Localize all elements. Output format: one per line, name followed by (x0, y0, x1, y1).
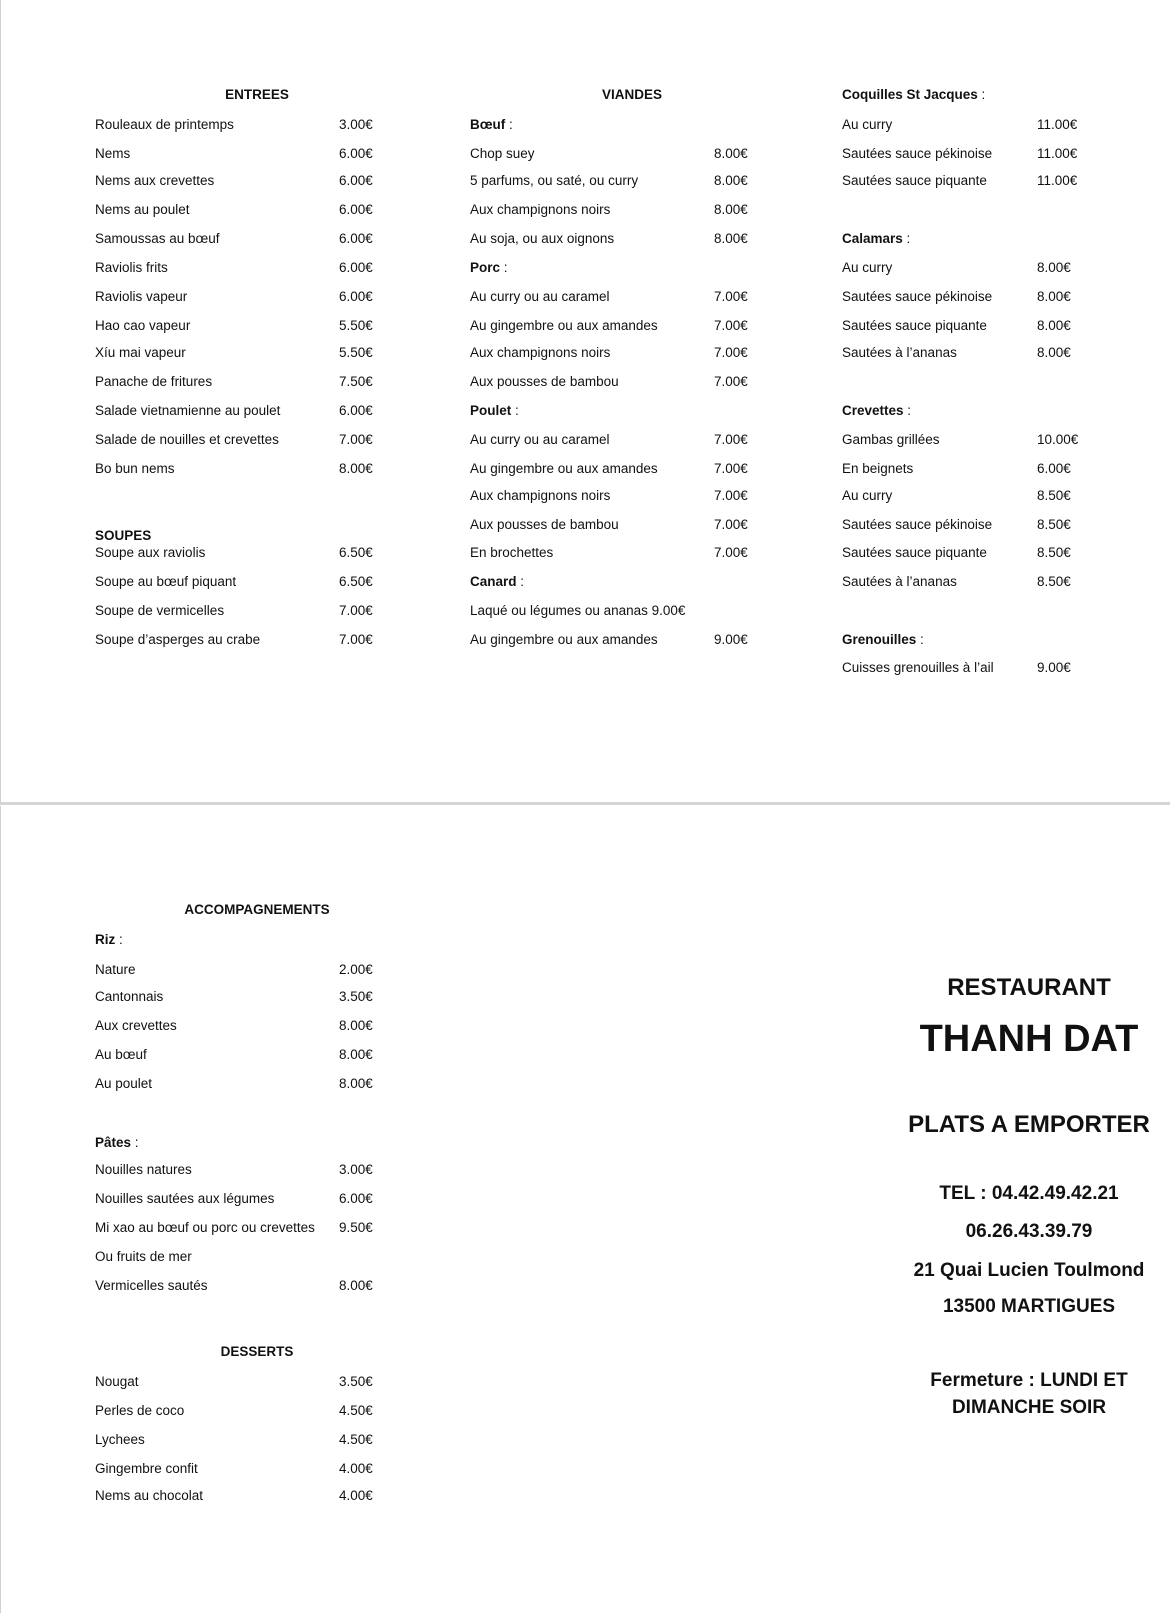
menu-item-name: Sautées sauce pékinoise (842, 289, 993, 304)
menu-item-price: 8.50€ (1037, 517, 1071, 532)
menu-item-name: Samoussas au bœuf (95, 231, 220, 246)
page-divider (0, 802, 1170, 805)
menu-item-price: 4.50€ (339, 1432, 373, 1447)
menu-item-name: Ou fruits de mer (95, 1249, 192, 1264)
menu-item-price: 8.00€ (714, 231, 748, 246)
menu-item-price: 8.00€ (339, 1047, 373, 1062)
menu-item-price: 8.50€ (1037, 574, 1071, 589)
menu-item-price: 11.00€ (1037, 117, 1078, 132)
menu-item-price: 4.50€ (339, 1403, 373, 1418)
menu-item-price: 6.00€ (339, 289, 373, 304)
menu-item-price: 8.00€ (339, 1018, 373, 1033)
menu-item-price: 6.00€ (339, 1191, 373, 1206)
menu-item-name: Gambas grillées (842, 432, 940, 447)
menu-item-price: 8.00€ (1037, 345, 1071, 360)
subsection-heading: Canard : (470, 574, 525, 589)
menu-item-name: Perles de coco (95, 1403, 185, 1418)
menu-item-price: 5.50€ (339, 345, 373, 360)
menu-item-name: Au poulet (95, 1076, 153, 1091)
menu-item-price: 7.00€ (714, 374, 748, 389)
menu-item-name: Sautées sauce pékinoise (842, 146, 993, 161)
entrees-title: ENTREES (225, 87, 289, 102)
menu-item-price: 7.00€ (339, 603, 373, 618)
subsection-heading: Coquilles St Jacques : (842, 87, 986, 102)
menu-item-name: Aux champignons noirs (470, 202, 611, 217)
restaurant-label: RESTAURANT (947, 974, 1111, 1001)
menu-item-name: Aux champignons noirs (470, 488, 611, 503)
menu-item-price: 7.00€ (714, 517, 748, 532)
restaurant-address: 21 Quai Lucien Toulmond (913, 1260, 1145, 1281)
menu-item-price: 8.00€ (339, 1278, 373, 1293)
menu-item-name: Aux pousses de bambou (470, 374, 619, 389)
menu-item-price: 3.00€ (339, 117, 373, 132)
menu-item-name: Au curry (842, 117, 893, 132)
menu-item-name: Soupe de vermicelles (95, 603, 225, 618)
menu-item-name: Au curry ou au caramel (470, 432, 610, 447)
subsection-heading: Grenouilles : (842, 632, 924, 647)
menu-item-name: Aux champignons noirs (470, 345, 611, 360)
menu-item-name: Aux crevettes (95, 1018, 177, 1033)
menu-item-price: 6.50€ (339, 545, 373, 560)
menu-item-name: Au curry ou au caramel (470, 289, 610, 304)
menu-item-price: 9.00€ (714, 632, 748, 647)
menu-item-price: 6.00€ (339, 231, 373, 246)
menu-item-name: Xíu mai vapeur (95, 345, 186, 360)
entrees-column (95, 0, 395, 700)
menu-item-name: Soupe aux raviolis (95, 545, 206, 560)
subsection-heading: Bœuf : (470, 117, 513, 132)
menu-item-name: Nouilles natures (95, 1162, 192, 1177)
menu-item-name: Bo bun nems (95, 461, 175, 476)
menu-item-name: Nems aux crevettes (95, 173, 215, 188)
menu-item-name: Au curry (842, 488, 893, 503)
menu-item-price: 2.00€ (339, 962, 373, 977)
menu-item-price: 6.00€ (339, 146, 373, 161)
menu-item-name: Sautées à l’ananas (842, 345, 957, 360)
menu-item-name: Aux pousses de bambou (470, 517, 619, 532)
subsection-label: Canard (470, 574, 517, 589)
menu-item-name: Sautées sauce pékinoise (842, 517, 993, 532)
menu-item-price: 8.00€ (1037, 318, 1071, 333)
subsection-label: Coquilles St Jacques (842, 87, 978, 102)
subsection-label: Poulet (470, 403, 512, 418)
menu-item-name: Mi xao au bœuf ou porc ou crevettes (95, 1220, 315, 1235)
menu-item-price: 8.50€ (1037, 488, 1071, 503)
menu-item-name: Rouleaux de printemps (95, 117, 234, 132)
restaurant-tel2[interactable]: 06.26.43.39.79 (965, 1221, 1093, 1242)
viandes-title: VIANDES (601, 87, 662, 102)
menu-item-name: En beignets (842, 461, 914, 476)
menu-item-price: 7.00€ (714, 545, 748, 560)
menu-item-name: Nouilles sautées aux légumes (95, 1191, 275, 1206)
subsection-heading: Calamars : (842, 231, 911, 246)
menu-item-name: Au curry (842, 260, 893, 275)
menu-item-price: 6.00€ (339, 260, 373, 275)
menu-page-2 (0, 806, 1170, 1613)
menu-item-price: 6.00€ (339, 202, 373, 217)
menu-item-price: 8.00€ (714, 202, 748, 217)
subsection-heading: Porc : (470, 260, 508, 275)
menu-item-name: Raviolis frits (95, 260, 168, 275)
restaurant-city: 13500 MARTIGUES (942, 1296, 1116, 1317)
menu-item-name: Nature (95, 962, 136, 977)
menu-item-name: 5 parfums, ou saté, ou curry (470, 173, 639, 188)
menu-item-price: 3.00€ (339, 1162, 373, 1177)
subsection-heading: Riz : (95, 932, 123, 947)
subsection-label: Grenouilles (842, 632, 917, 647)
menu-item-price: 8.00€ (339, 461, 373, 476)
menu-item-name: Sautées à l’ananas (842, 574, 957, 589)
menu-item-price: 7.00€ (714, 461, 748, 476)
menu-item-price: 7.50€ (339, 374, 373, 389)
subsection-label: Porc (470, 260, 501, 275)
menu-item-name: Cuisses grenouilles à l’ail (842, 660, 994, 675)
menu-item-name: Cantonnais (95, 989, 164, 1004)
menu-item-name: Au bœuf (95, 1047, 147, 1062)
menu-item-name: Sautées sauce piquante (842, 318, 987, 333)
menu-item-name: Gingembre confit (95, 1461, 198, 1476)
menu-item-name: Soupe au bœuf piquant (95, 574, 237, 589)
subsection-heading: Pâtes : (95, 1135, 139, 1150)
menu-item-price: 5.50€ (339, 318, 373, 333)
menu-item-price: 9.00€ (1037, 660, 1071, 675)
menu-item-price: 8.50€ (1037, 545, 1071, 560)
menu-item-price: 11.00€ (1037, 146, 1078, 161)
menu-item-price: 8.00€ (714, 173, 748, 188)
menu-item-price: 7.00€ (714, 432, 748, 447)
menu-item-name: Vermicelles sautés (95, 1278, 208, 1293)
menu-item-name: Hao cao vapeur (95, 318, 191, 333)
menu-item-name: En brochettes (470, 545, 554, 560)
menu-item-price: 8.00€ (714, 146, 748, 161)
fruits-de-mer-column (842, 0, 1162, 700)
menu-page-1 (0, 0, 1170, 804)
subsection-heading: Poulet : (470, 403, 519, 418)
menu-item-name: Lychees (95, 1432, 145, 1447)
menu-item-price: 6.00€ (339, 403, 373, 418)
menu-item-price: 4.00€ (339, 1488, 373, 1503)
menu-item-name: Nougat (95, 1374, 139, 1389)
menu-item-price: 6.50€ (339, 574, 373, 589)
menu-item-price: 10.00€ (1037, 432, 1079, 447)
menu-item-price: 11.00€ (1037, 173, 1078, 188)
subsection-label: Bœuf (470, 117, 506, 132)
restaurant-tagline: PLATS A EMPORTER (908, 1111, 1150, 1138)
accompagnements-title: ACCOMPAGNEMENTS (184, 902, 330, 917)
menu-item-price: 8.00€ (1037, 289, 1071, 304)
menu-item-name: Nems (95, 146, 131, 161)
menu-item-price: 9.50€ (339, 1220, 373, 1235)
menu-item-price: 6.00€ (339, 173, 373, 188)
menu-item-price: 8.00€ (1037, 260, 1071, 275)
menu-item-name: Nems au poulet (95, 202, 190, 217)
menu-item-price: 7.00€ (714, 345, 748, 360)
subsection-heading: Crevettes : (842, 403, 912, 418)
restaurant-info (1, 806, 1170, 1606)
menu-item-name: Sautées sauce piquante (842, 545, 987, 560)
menu-item-price: 7.00€ (339, 632, 373, 647)
menu-item-name: Au soja, ou aux oignons (470, 231, 615, 246)
menu-item-name: Chop suey (470, 146, 535, 161)
closing-line-1: Fermeture : LUNDI ET (930, 1370, 1128, 1391)
subsection-label: Riz (95, 932, 116, 947)
subsection-label: Calamars (842, 231, 903, 246)
menu-item-name: Salade de nouilles et crevettes (95, 432, 279, 447)
menu-item-price: 7.00€ (714, 488, 748, 503)
menu-item-name: Raviolis vapeur (95, 289, 188, 304)
restaurant-tel[interactable]: TEL : 04.42.49.42.21 (939, 1183, 1119, 1204)
menu-item-price: 8.00€ (339, 1076, 373, 1091)
menu-item-price: 4.00€ (339, 1461, 373, 1476)
subsection-label: Crevettes (842, 403, 904, 418)
menu-item-name: Au gingembre ou aux amandes (470, 318, 658, 333)
soupes-title: SOUPES (95, 528, 152, 543)
menu-item-price: 7.00€ (714, 318, 748, 333)
subsection-label: Pâtes (95, 1135, 132, 1150)
menu-item-name: Au gingembre ou aux amandes (470, 632, 658, 647)
menu-item-price: 7.00€ (339, 432, 373, 447)
desserts-title: DESSERTS (220, 1344, 294, 1359)
closing-line-2: DIMANCHE SOIR (951, 1397, 1107, 1418)
menu-item-price: 3.50€ (339, 989, 373, 1004)
viandes-column (470, 0, 800, 700)
menu-item-name: Salade vietnamienne au poulet (95, 403, 281, 418)
menu-item-price: 3.50€ (339, 1374, 373, 1389)
menu-item-price: 7.00€ (714, 289, 748, 304)
menu-item-name: Laqué ou légumes ou ananas 9.00€ (470, 603, 686, 618)
restaurant-name: THANH DAT (919, 1018, 1139, 1060)
menu-item-price: 6.00€ (1037, 461, 1071, 476)
menu-item-name: Au gingembre ou aux amandes (470, 461, 658, 476)
menu-item-name: Soupe d’asperges au crabe (95, 632, 261, 647)
menu-item-name: Panache de fritures (95, 374, 213, 389)
menu-item-name: Sautées sauce piquante (842, 173, 987, 188)
menu-item-name: Nems au chocolat (95, 1488, 204, 1503)
